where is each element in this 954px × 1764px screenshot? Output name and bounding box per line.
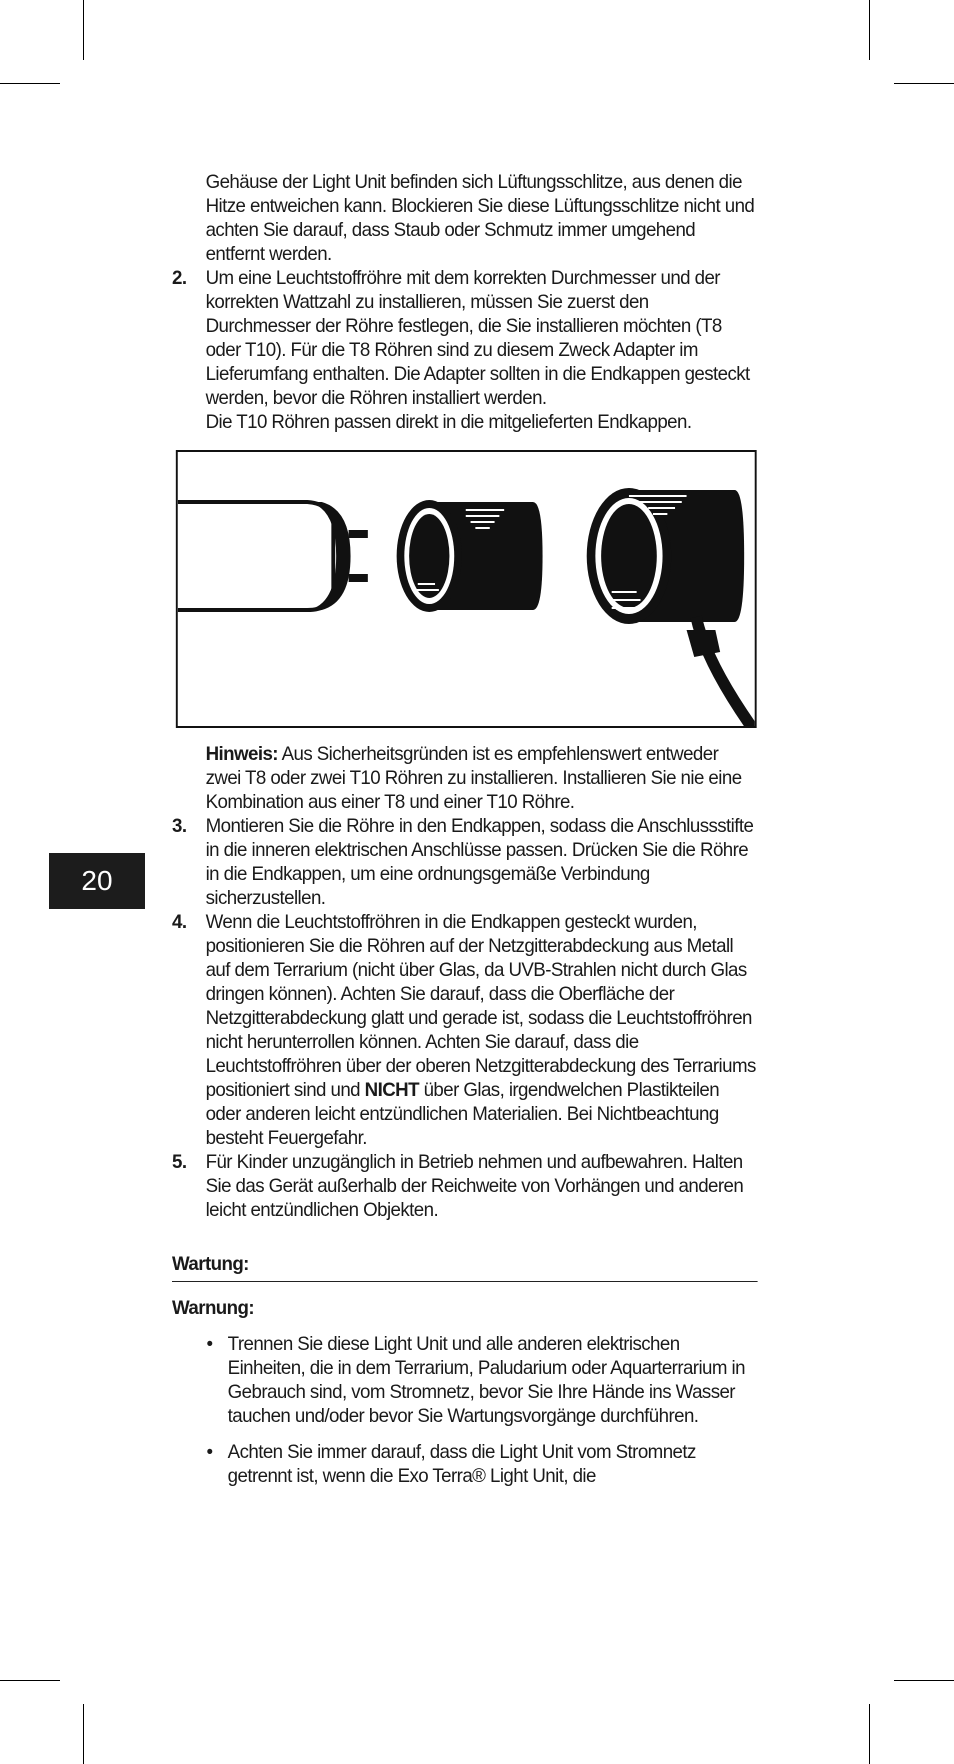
step-5 [172,1150,758,1222]
emphasis-not: NICHT [364,1079,419,1101]
step-text: Für Kinder unzugänglich in Betrieb nehmen und aufbewahren. Halten Sie das Gerät außerhalb der Reichweite von Vorhängen und anderen leicht entzündlichen Objekten. [205,1151,744,1221]
tube-body [178,502,334,610]
tube-endcap-drawing [178,452,757,728]
note-label: Hinweis: [205,743,278,765]
step-3 [172,814,758,910]
document-body [172,170,758,1500]
list-item-text: Trennen Sie diese Light Unit und alle anderen elektrischen Einheiten, die in dem Terrarium, Paludarium oder Aquarterrarium in Gebrauch sind, vom Stromnetz, bevor Sie Ihre Hände ins Wasser tauchen und/oder bevor Sie Wartungsvorgänge durchführen. [227,1333,745,1427]
page-number-tab: 20 [49,853,145,909]
step-text: Um eine Leuchtstoffröhre mit dem korrekten Durchmesser und der korrekten Wattzahl zu installieren, müssen Sie zuerst den Durchmesser der Röhre festlegen, die Sie installieren möchten (T8 oder T10). Für die T8 Röhren sind zu diesem Zweck Adapter im Lieferumfang enthalten. Die Adapter sollten in die Endkappen gesteckt werden, bevor die Röhren installiert werden. [205,267,750,409]
step-text-continued: Die T10 Röhren passen direkt in die mitgelieferten Endkappen. [205,411,692,433]
step-4 [172,910,758,1150]
step-text-part: Wenn die Leuchtstoffröhren in die Endkappen gesteckt wurden, positionieren Sie die Röhren auf der Netzgitterabdeckung aus Metall auf dem Terrarium (nicht über Glas, da UVB-Strahlen nicht durch Glas dringen können). Achten Sie darauf, dass die Oberfläche der Netzgitterabdeckung glatt und gerade ist, sodass die Leuchtstoffröhren nicht herunterrollen können. Achten Sie darauf, dass die Leuchtstoffröhren über der oberen Netzgitterabdeckung des Terrariums positioniert sind und [205,911,756,1101]
warning-list [172,1332,758,1488]
step-number: 5. [172,1151,187,1173]
list-item [172,1440,758,1488]
step-number: 2. [172,267,187,289]
tube-pin [349,574,368,582]
tube-pin [349,530,368,538]
bullet-icon: • [206,1441,213,1463]
crop-mark [0,83,60,84]
step-2 [172,266,758,434]
cord-strain-relief [687,630,721,657]
step-text: Montieren Sie die Röhre in den Endkappen, sodass die Anschlussstifte in die inneren elektrischen Anschlüsse passen. Drücken Sie die Röhre in die Endkappen, um eine ordnungsgemäße Verbindung sicherzustellen. [205,815,754,909]
step-number: 3. [172,815,187,837]
step-text [206,910,758,1150]
warning-heading: Warnung: [172,1297,255,1319]
section-divider [172,1281,758,1282]
crop-mark [83,0,84,60]
step-text-part: über Glas, irgendwelchen Plastikteilen oder anderen leicht entzündlichen Materialien. Bei Nichtbeachtung besteht Feuergefahr. [205,1079,720,1149]
list-item [172,1332,758,1428]
adapter-inner [409,514,449,598]
crop-mark [869,1704,870,1764]
crop-mark [894,83,954,84]
crop-mark [0,1680,60,1681]
list-item-text: Achten Sie immer darauf, dass die Light Unit vom Stromnetz getrennt ist, wenn die Exo Terra® Light Unit, die [227,1441,696,1487]
safety-note [172,742,758,814]
intro-paragraph: Gehäuse der Light Unit befinden sich Lüftungsschlitze, aus denen die Hitze entweichen kann. Blockieren Sie diese Lüftungsschlitze nicht und achten Sie darauf, dass Staub oder Schmutz immer umgehend entfernt werden. [205,171,755,265]
tube-endcap-illustration [176,450,757,728]
note-text: Aus Sicherheitsgründen ist es empfehlenswert entweder zwei T8 oder zwei T10 Röhren zu installieren. Installieren Sie nie eine Kombination aus einer T8 und einer T10 Röhre. [205,743,742,813]
crop-mark [83,1704,84,1764]
maintenance-heading: Wartung: [172,1253,249,1275]
crop-mark [869,0,870,60]
step-number: 4. [172,911,187,933]
crop-mark [894,1680,954,1681]
bullet-icon: • [206,1333,213,1355]
